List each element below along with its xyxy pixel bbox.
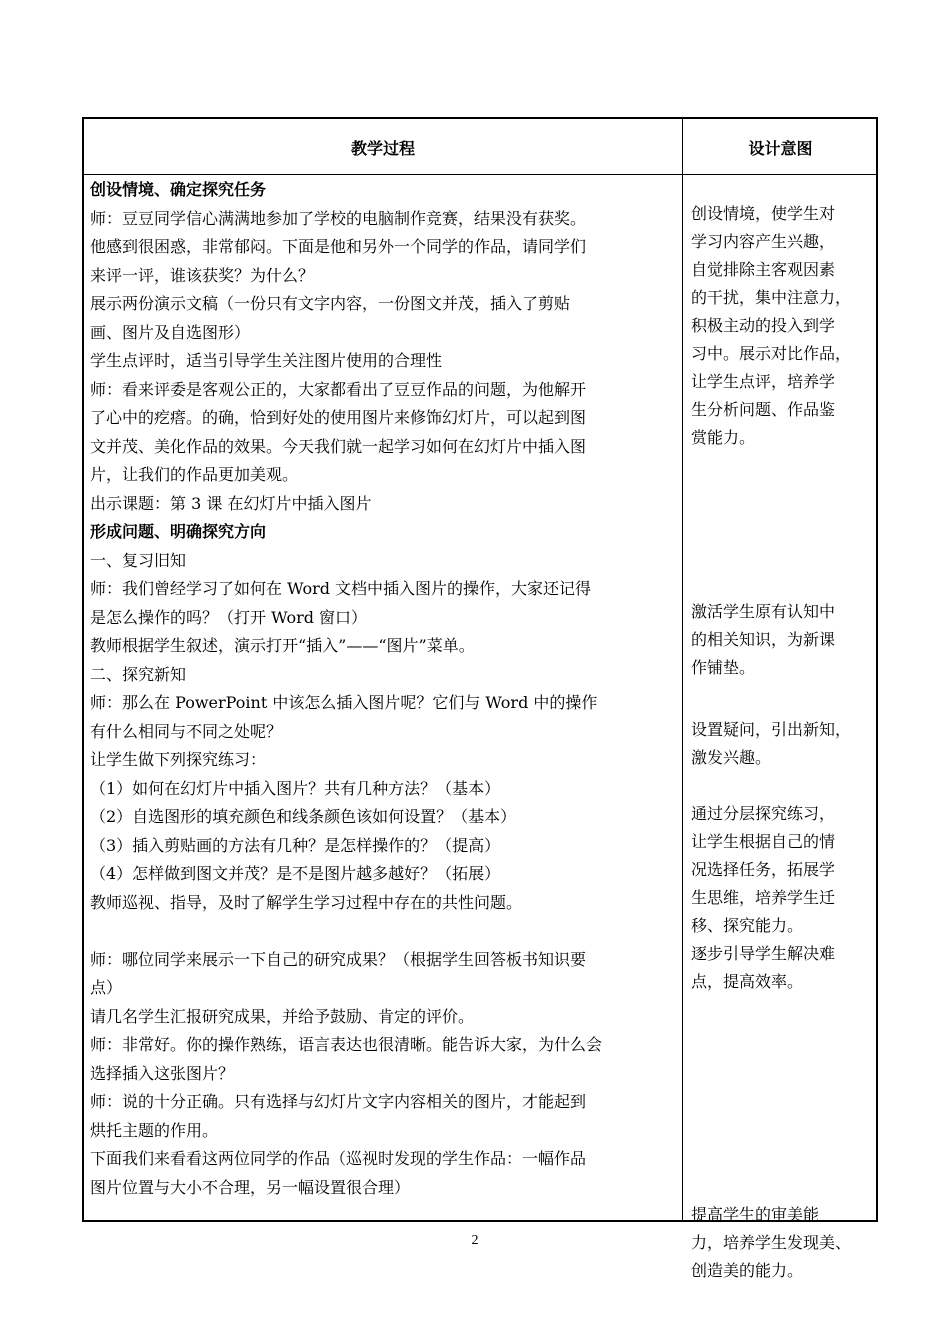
- intent-line: 的干扰，集中注意力，: [691, 288, 852, 307]
- header-teaching-process: 教学过程: [350, 138, 415, 158]
- intent-line: 作铺垫。: [691, 658, 756, 677]
- process-line: [90, 917, 676, 946]
- process-line: 师：哪位同学来展示一下自己的研究成果？（根据学生回答板书知识要: [90, 949, 587, 969]
- intent-line: 让学生点评，培养学: [691, 372, 836, 391]
- intent-line: 点，提高效率。: [691, 972, 804, 991]
- process-line: 是怎么操作的吗？（打开 Word 窗口）: [90, 607, 368, 627]
- intent-line: 的相关知识，为新课: [691, 630, 836, 649]
- column-divider: [682, 119, 683, 1220]
- process-line: 下面我们来看看这两位同学的作品（巡视时发现的学生作品：一幅作品: [90, 1149, 587, 1168]
- process-line: 文并茂、美化作品的效果。今天我们就一起学习如何在幻灯片中插入图: [90, 436, 587, 456]
- process-line: 了心中的疙瘩。的确，恰到好处的使用图片来修饰幻灯片，可以起到图: [90, 408, 587, 427]
- section-heading: 创设情境、确定探究任务: [90, 180, 267, 199]
- process-line: 选择插入这张图片？: [90, 1063, 235, 1083]
- process-line: 他感到很困惑，非常郁闷。下面是他和另外一个同学的作品，请同学们: [90, 237, 587, 256]
- process-line: 学生点评时，适当引导学生关注图片使用的合理性: [90, 351, 443, 370]
- intent-line: 赏能力。: [691, 428, 756, 447]
- process-line: 师：非常好。你的操作熟练，语言表达也很清晰。能告诉大家，为什么会: [90, 1035, 603, 1054]
- intent-line: 况选择任务，拓展学: [691, 860, 836, 879]
- intent-line: 自觉排除主客观因素: [691, 260, 836, 279]
- intent-line: 提高学生的审美能: [691, 1205, 820, 1224]
- intent-line: 创造美的能力。: [691, 1261, 804, 1280]
- intent-line: 移、探究能力。: [691, 916, 804, 935]
- teaching-process-column: [84, 176, 682, 1202]
- process-line: （3）插入剪贴画的方法有几种？是怎样操作的？（提高）: [90, 835, 501, 855]
- process-line: 有什么相同与不同之处呢？: [90, 721, 283, 741]
- process-line: 师：豆豆同学信心满满地参加了学校的电脑制作竞赛，结果没有获奖。: [90, 208, 587, 228]
- process-line: 师：看来评委是客观公正的，大家都看出了豆豆作品的问题，为他解开: [90, 379, 587, 399]
- process-line: 烘托主题的作用。: [90, 1120, 219, 1140]
- process-line: 二、探究新知: [90, 664, 187, 684]
- process-line: 来评一评，谁该获奖？为什么？: [90, 265, 315, 285]
- intent-line: 生思维，培养学生迁: [691, 888, 836, 907]
- process-line: 图片位置与大小不合理，另一幅设置很合理）: [90, 1177, 411, 1197]
- intent-block: [691, 716, 851, 772]
- intent-line: 创设情境，使学生对: [691, 204, 836, 223]
- table-header-row: [84, 119, 876, 175]
- process-line: 展示两份演示文稿（一份只有文字内容，一份图文并茂，插入了剪贴: [90, 294, 571, 313]
- intent-line: 生分析问题、作品鉴: [691, 400, 836, 419]
- intent-line: 逐步引导学生解决难: [691, 944, 836, 963]
- process-line: 请几名学生汇报研究成果，并给予鼓励、肯定的评价。: [90, 1006, 475, 1026]
- process-line: 让学生做下列探究练习：: [90, 750, 267, 769]
- intent-line: 习中。展示对比作品，: [691, 344, 852, 363]
- process-line: （4）怎样做到图文并茂？是不是图片越多越好？（拓展）: [90, 864, 501, 883]
- intent-line: 积极主动的投入到学: [691, 316, 836, 335]
- intent-line: 激发兴趣。: [691, 748, 772, 767]
- lesson-table: [82, 117, 878, 1280]
- process-line: （2）自选图形的填充颜色和线条颜色该如何设置？（基本）: [90, 807, 517, 826]
- intent-line: 让学生根据自己的情: [691, 832, 836, 851]
- intent-block: [691, 200, 851, 452]
- process-line: 一、复习旧知: [90, 550, 187, 570]
- page-number: 2: [471, 1233, 479, 1248]
- intent-line: 设置疑问，引出新知，: [691, 720, 852, 739]
- process-line: 片，让我们的作品更加美观。: [90, 465, 299, 484]
- process-line: 画、图片及自选图形）: [90, 322, 251, 342]
- process-line: （1）如何在幻灯片中插入图片？共有几种方法？（基本）: [90, 778, 501, 798]
- process-line: 师：说的十分正确。只有选择与幻灯片文字内容相关的图片，才能起到: [90, 1092, 587, 1111]
- intent-line: 通过分层探究练习，: [691, 804, 836, 823]
- intent-line: 力，培养学生发现美、: [691, 1233, 852, 1252]
- process-line: 出示课题：第 3 课 在幻灯片中插入图片: [90, 493, 372, 513]
- process-line: 点）: [90, 978, 123, 997]
- intent-line: 学习内容产生兴趣，: [691, 232, 836, 251]
- header-design-intent: 设计意图: [748, 138, 813, 158]
- intent-block: [691, 598, 835, 682]
- process-line: 教师巡视、指导，及时了解学生学习过程中存在的共性问题。: [90, 892, 523, 912]
- process-line: 教师根据学生叙述，演示打开“插入”——“图片”菜单。: [90, 636, 475, 655]
- section-heading: 形成问题、明确探究方向: [90, 522, 267, 541]
- process-line: 师：那么在 PowerPoint 中该怎么插入图片呢？它们与 Word 中的操作: [90, 693, 598, 712]
- process-line: 师：我们曾经学习了如何在 Word 文档中插入图片的操作，大家还记得: [90, 579, 592, 598]
- intent-block: [691, 800, 835, 996]
- intent-line: 激活学生原有认知中: [691, 602, 836, 621]
